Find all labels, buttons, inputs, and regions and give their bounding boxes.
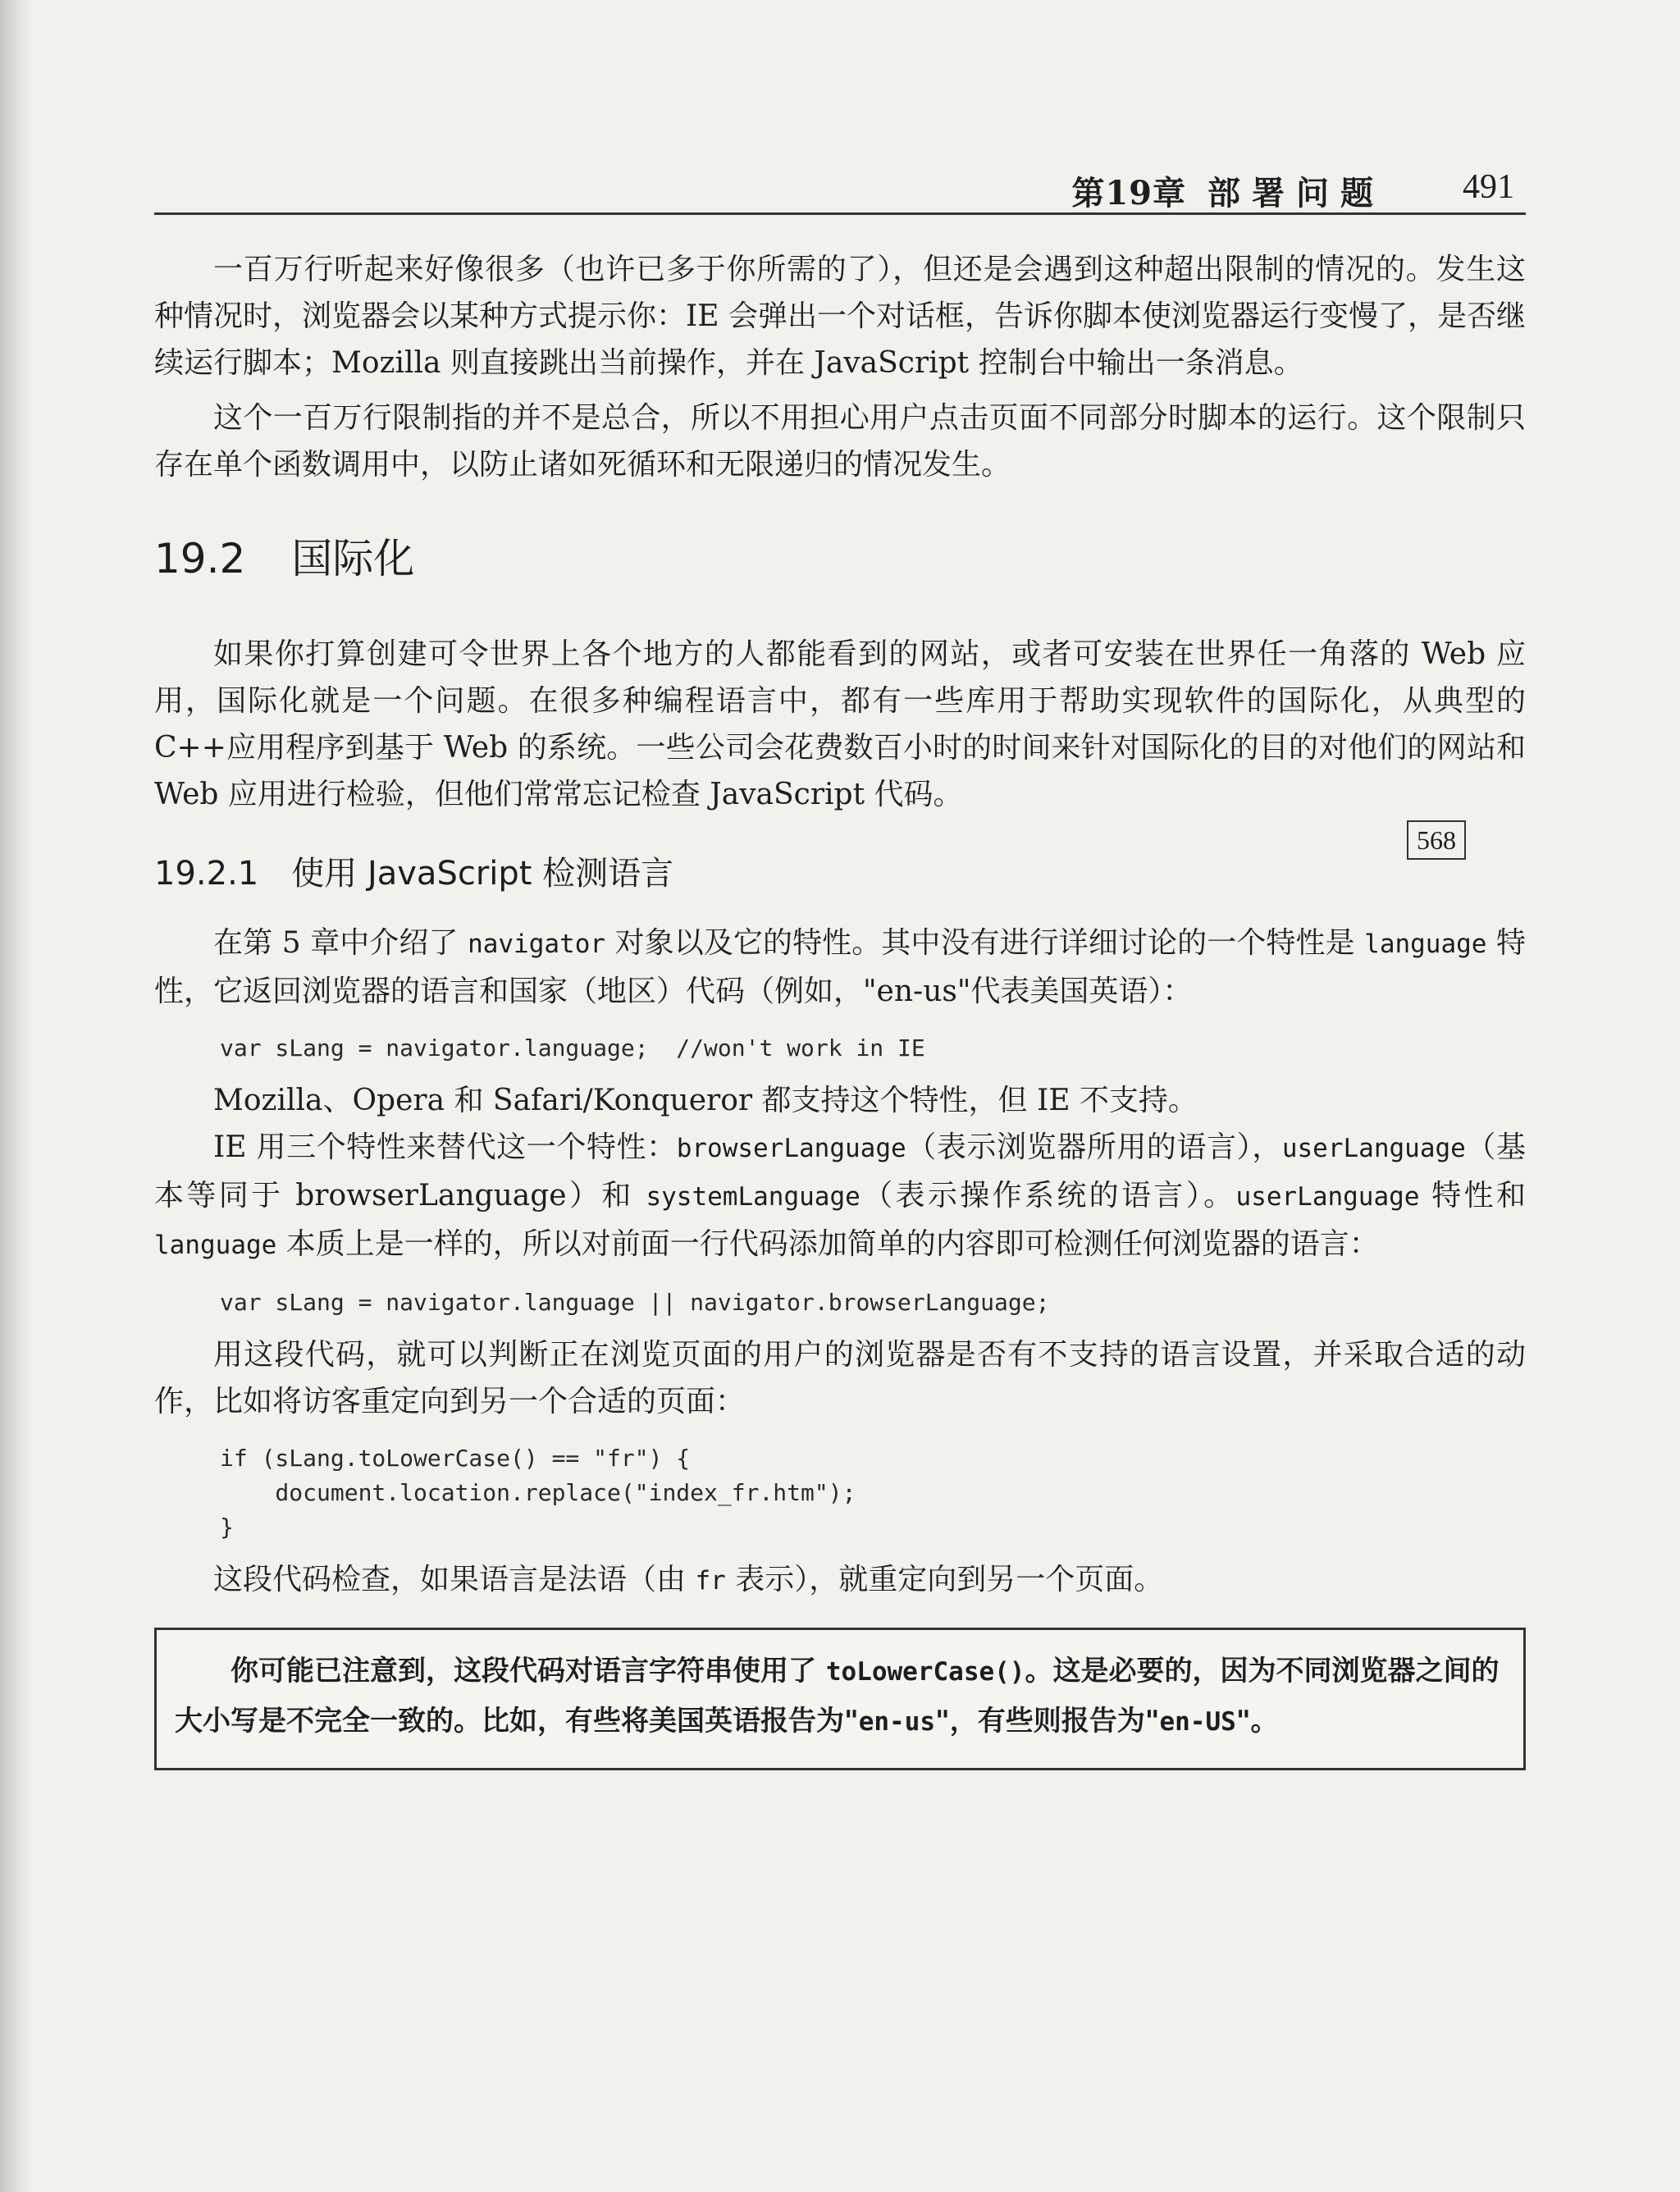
paragraph: 如果你打算创建可令世界上各个地方的人都能看到的网站，或者可安装在世界任一角落的 Web 应用，国际化就是一个问题。在很多种编程语言中，都有一些库用于帮助实现软件的国际化，从典型的 C++应用程序到基于 Web 的系统。一些公司会花费数百小时的时间来针对国际化的目的对他们的网站和 Web 应用进行检验，但他们常常忘记检查 JavaScript 代码。: [154, 637, 1526, 811]
inline-code: userLanguage: [1281, 1134, 1466, 1163]
paragraph: [154, 920, 1526, 1015]
text-run: （基本等同于 browserLanguage）和: [154, 1130, 1526, 1212]
page-number: 491: [1463, 168, 1514, 206]
paragraph: 一百万行听起来好像很多（也许已多于你所需的了），但还是会遇到这种超出限制的情况的。发生这种情况时，浏览器会以某种方式提示你：IE 会弹出一个对话框，告诉你脚本使浏览器运行变慢了，是否继续运行脚本；Mozilla 则直接跳出当前操作，并在 JavaScript 控制台中输出一条消息。: [154, 253, 1526, 380]
paragraph: 用这段代码，就可以判断正在浏览页面的用户的浏览器是否有不支持的语言设置，并采取合适的动作，比如将访客重定向到另一个合适的页面：: [154, 1338, 1526, 1418]
inline-code: en-US: [1159, 1707, 1236, 1737]
text-run: "。: [1235, 1705, 1279, 1738]
paragraph: Mozilla、Opera 和 Safari/Konqueror 都支持这个特性，但 IE 不支持。: [213, 1084, 1198, 1117]
paragraph: [154, 1556, 1526, 1605]
text-run: 在第 5 章中介绍了: [213, 926, 468, 960]
running-head-chapter: [1071, 167, 1385, 214]
section-number: 19.2: [154, 535, 246, 582]
inline-code: fr: [695, 1566, 726, 1596]
text-run: IE 用三个特性来替代这一个特性：: [213, 1130, 677, 1164]
code-block: var sLang = navigator.language || navigator.browserLanguage;: [220, 1289, 1050, 1316]
text-run: 表示），就重定向到另一个页面。: [725, 1563, 1164, 1596]
subsection-heading: [154, 852, 1526, 895]
subsection-title: 使用 JavaScript 检测语言: [291, 855, 674, 893]
text-run: （表示操作系统的语言）。: [860, 1179, 1236, 1212]
chapter-label: 第19章: [1071, 174, 1186, 212]
code-block: if (sLang.toLowerCase() == "fr") { document.location.replace("index_fr.htm"); }: [220, 1445, 856, 1541]
page-content: [154, 246, 1526, 1770]
book-page: [154, 0, 1526, 2192]
section-heading: [154, 534, 1526, 583]
text-run: （表示浏览器所用的语言），: [906, 1130, 1282, 1164]
subsection-number: 19.2.1: [154, 855, 259, 893]
inline-code: navigator: [468, 929, 606, 959]
inline-code: toLowerCase(): [825, 1657, 1025, 1687]
inline-code: en-us: [858, 1707, 936, 1737]
inline-code: systemLanguage: [646, 1182, 861, 1212]
text-run: 本质上是一样的，所以对前面一行代码添加简单的内容即可检测任何浏览器的语言：: [276, 1227, 1379, 1261]
inline-code: language: [154, 1231, 277, 1260]
paragraph: [154, 1124, 1526, 1269]
section-title: 国际化: [291, 535, 415, 582]
binding-shadow: [0, 0, 33, 2192]
inline-code: browserLanguage: [676, 1134, 906, 1163]
note-box: [154, 1628, 1526, 1770]
text-run: 。这是必要的，因为不同浏览器之间的大小写是不完全一致的。比如，有些将美国英语报告为": [175, 1655, 1500, 1738]
text-run: 对象以及它的特性。其中没有进行详细讨论的一个特性是: [605, 926, 1365, 960]
inline-code: language: [1364, 929, 1487, 959]
chapter-title: 部署问题: [1208, 174, 1385, 212]
text-run: 特性和: [1419, 1179, 1526, 1212]
paragraph: 这个一百万行限制指的并不是总合，所以不用担心用户点击页面不同部分时脚本的运行。这个限制只存在单个函数调用中，以防止诸如死循环和无限递归的情况发生。: [154, 401, 1526, 482]
text-run: 这段代码检查，如果语言是法语（由: [213, 1563, 696, 1596]
code-block: var sLang = navigator.language; //won't work in IE: [220, 1034, 925, 1062]
text-run: 特性，它返回浏览器的语言和国家（地区）代码（例如，"en-us"代表美国英语）：: [154, 926, 1526, 1008]
text-run: 你可能已注意到，这段代码对语言字符串使用了: [231, 1655, 826, 1687]
text-run: "，有些则报告为": [935, 1705, 1160, 1738]
inline-code: userLanguage: [1235, 1182, 1420, 1212]
running-head: [154, 161, 1526, 215]
margin-page-reference: 568: [1407, 820, 1466, 860]
